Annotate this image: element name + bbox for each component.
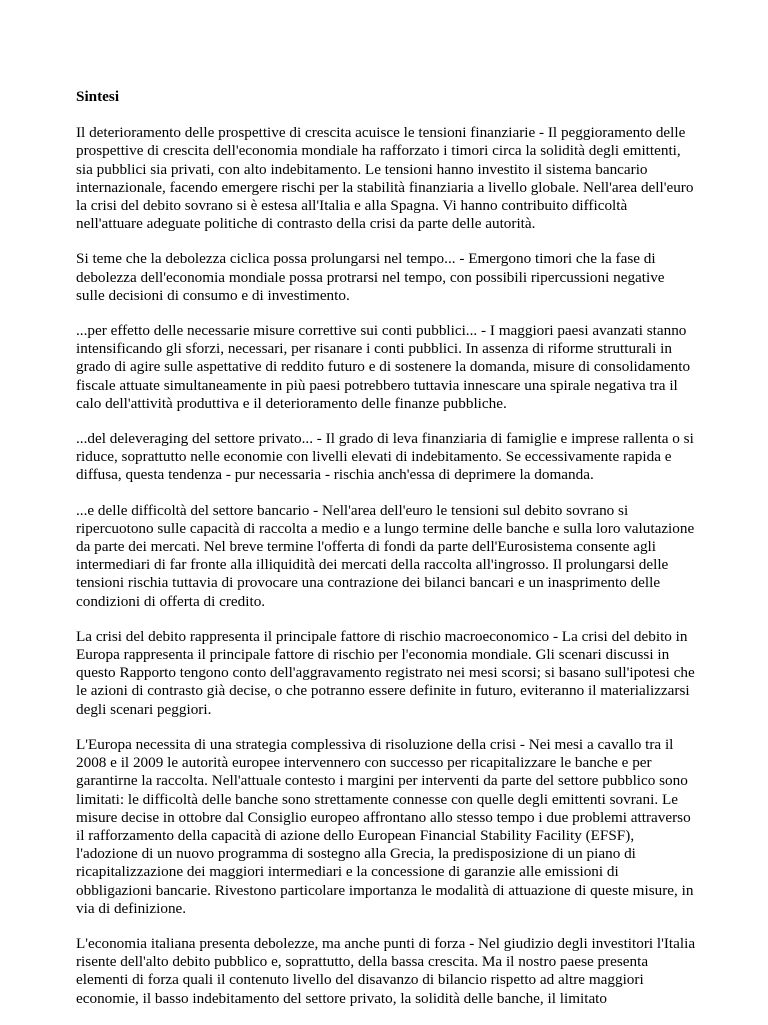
paragraph-debolezza-ciclica: Si teme che la debolezza ciclica possa prolungarsi nel tempo... - Emergono timori che la fase di debolezza dell'economia mondiale possa protrarsi nel tempo, con possibili ripercussioni negative sulle decisioni di consumo e di investimento. xyxy=(76,250,665,304)
paragraph-deleveraging: ...del deleveraging del settore privato... - Il grado di leva finanziaria di famiglie e imprese rallenta o si riduce, soprattutto nelle economie con livelli elevati di indebitamento. Se eccessivamente rapida e diffusa, questa tendenza - pur necessaria - rischia anch'essa di deprimere la domanda. xyxy=(76,430,694,484)
paragraph-conti-pubblici: ...per effetto delle necessarie misure correttive sui conti pubblici... - I maggiori paesi avanzati stanno intensificando gli sforzi, necessari, per risanare i conti pubblici. In assenza di riforme strutturali in grado di agire sulle aspettative di reddito futuro e di sostenere la domanda, misure di consolidamento fiscale attuate simultaneamente in più paesi potrebbero tuttavia innescare una spirale negativa tra il calo dell'attività produttiva e il deterioramento delle finanze pubbliche. xyxy=(76,322,691,412)
paragraph-economia-italiana: L'economia italiana presenta debolezze, ma anche punti di forza - Nel giudizio degli investitori l'Italia risente dell'alto debito pubblico e, soprattutto, della bassa crescita. Ma il nostro paese presenta elementi di forza quali il contenuto livello del disavanzo di bilancio rispetto ad altre maggiori economie, il basso indebitamento del settore privato, la solidità delle banche, il limitato xyxy=(76,934,696,1007)
document-page xyxy=(76,88,696,1025)
paragraph-settore-bancario: ...e delle difficoltà del settore bancario - Nell'area dell'euro le tensioni sul debito sovrano si ripercuotono sulle capacità di raccolta a medio e a lungo termine delle banche e sulla loro valutazione da parte dei mercati. Nel breve termine l'offerta di fondi da parte dell'Eurosistema consente agli intermediari di far fronte alla illiquidità dei mercati della raccolta all'ingrosso. Il prolungarsi delle tensioni rischia tuttavia di provocare una contrazione dei bilanci bancari e un inasprimento delle condizioni di offerta di credito. xyxy=(76,501,695,610)
paragraph-strategia-europa: L'Europa necessita di una strategia complessiva di risoluzione della crisi - Nei mesi a cavallo tra il 2008 e il 2009 le autorità europee intervennero con successo per ricapitalizzare le banche e per garantirne la raccolta. Nell'attuale contesto i margini per interventi da parte del settore pubblico sono limitati: le difficoltà delle banche sono strettamente connesse con quelle degli emittenti sovrani. Le misure decise in ottobre dal Consiglio europeo affrontano allo stesso tempo i due problemi attraverso il rafforzamento della capacità di azione dello European Financial Stability Facility (EFSF), l'adozione di un nuovo programma di sostegno alla Grecia, la predisposizione di un piano di ricapitalizzazione dei maggiori intermediari e la concessione di garanzie alle emissioni di obbligazioni bancarie. Rivestono particolare importanza le modalità di attuazione di queste misure, in via di definizione. xyxy=(76,735,694,917)
paragraph-deterioramento: Il deterioramento delle prospettive di crescita acuisce le tensioni finanziarie - Il peggioramento delle prospettive di crescita dell'economia mondiale ha rafforzato i timori circa la solidità degli emittenti, sia pubblici sia privati, con alto indebitamento. Le tensioni hanno investito il sistema bancario internazionale, facendo emergere rischi per la stabilità finanziaria a livello globale. Nell'area dell'euro la crisi del debito sovrano si è estesa all'Italia e alla Spagna. Vi hanno contribuito difficoltà nell'attuare adeguate politiche di contrasto della crisi da parte delle autorità. xyxy=(76,124,694,233)
document-title: Sintesi xyxy=(76,88,120,105)
paragraph-crisi-debito: La crisi del debito rappresenta il principale fattore di rischio macroeconomico - La crisi del debito in Europa rappresenta il principale fattore di rischio per l'economia mondiale. Gli scenari discussi in questo Rapporto tengono conto dell'aggravamento registrato nei mesi scorsi; si basano sull'ipotesi che le azioni di contrasto già decise, o che potranno essere definite in futuro, eviteranno il materializzarsi degli scenari peggiori. xyxy=(76,627,695,718)
